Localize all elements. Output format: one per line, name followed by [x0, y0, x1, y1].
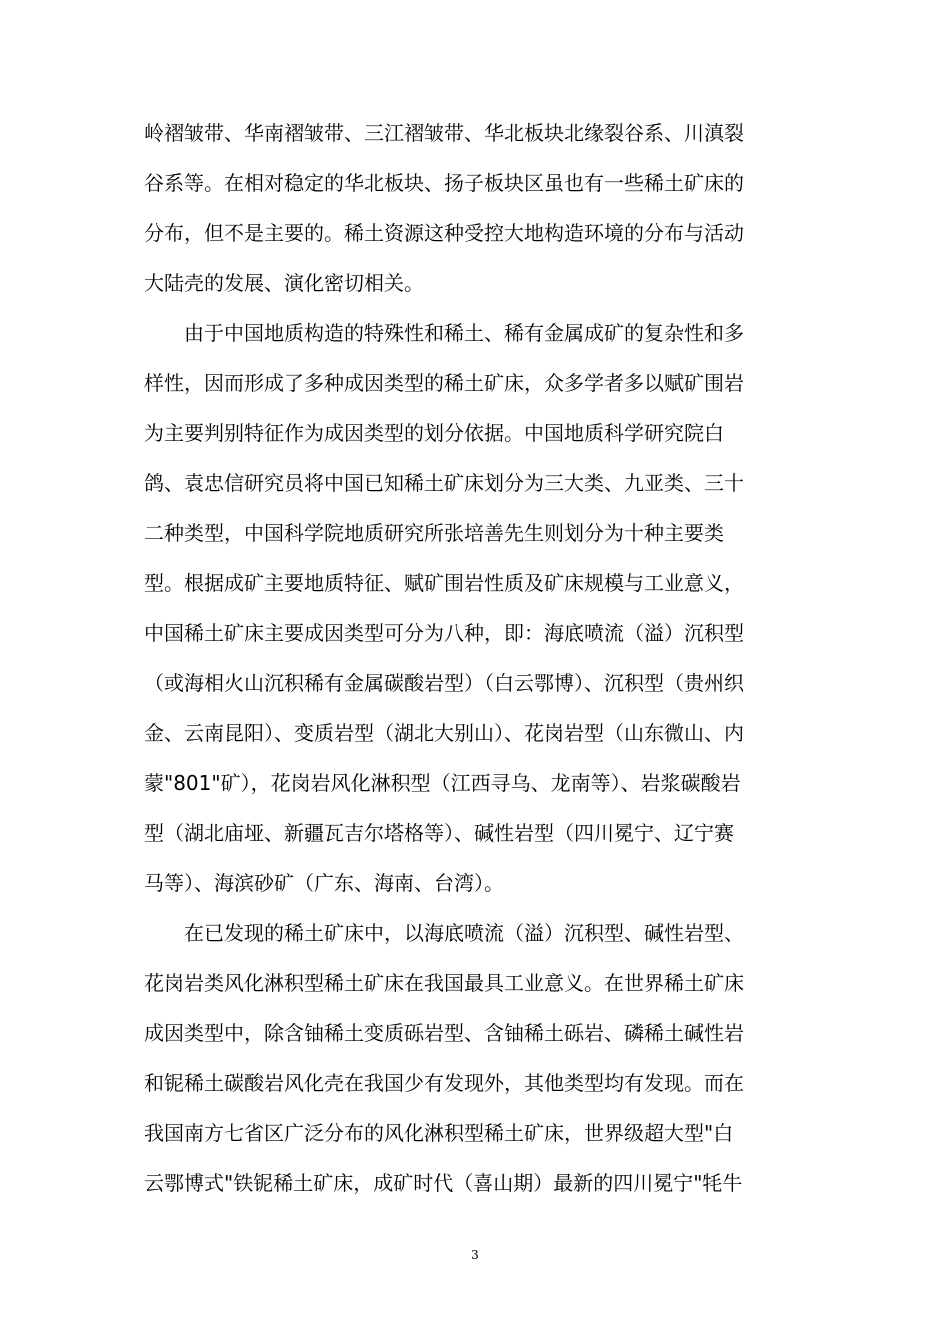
- text-line: 在已发现的稀土矿床中，以海底喷流（溢）沉积型、碱性岩型、: [144, 921, 744, 945]
- text-line: 二种类型，中国科学院地质研究所张培善先生则划分为十种主要类: [144, 521, 724, 545]
- text-line: 为主要判别特征作为成因类型的划分依据。中国地质科学研究院白: [144, 421, 724, 445]
- text-line: 蒙"801"矿），花岗岩风化淋积型（江西寻乌、龙南等）、岩浆碳酸岩: [144, 771, 741, 795]
- text-line: 大陆壳的发展、演化密切相关。: [144, 271, 424, 295]
- text-line: 由于中国地质构造的特殊性和稀土、稀有金属成矿的复杂性和多: [144, 321, 744, 345]
- page-number: 3: [471, 1248, 479, 1262]
- text-line: 岭褶皱带、华南褶皱带、三江褶皱带、华北板块北缘裂谷系、川滇裂: [144, 121, 744, 145]
- text-line: 云鄂博式"铁铌稀土矿床，成矿时代（喜山期）最新的四川冕宁"牦牛: [144, 1171, 743, 1195]
- text-line: 样性，因而形成了多种成因类型的稀土矿床，众多学者多以赋矿围岩: [144, 371, 744, 395]
- text-line: 花岗岩类风化淋积型稀土矿床在我国最具工业意义。在世界稀土矿床: [144, 971, 744, 995]
- text-line: 谷系等。在相对稳定的华北板块、扬子板块区虽也有一些稀土矿床的: [144, 171, 744, 195]
- text-line: 我国南方七省区广泛分布的风化淋积型稀土矿床，世界级超大型"白: [144, 1121, 734, 1145]
- body-text: [144, 108, 824, 1208]
- text-line: 马等）、海滨砂矿（广东、海南、台湾）。: [144, 871, 504, 895]
- text-line: 中国稀土矿床主要成因类型可分为八种，即：海底喷流（溢）沉积型: [144, 621, 744, 645]
- text-line: 成因类型中，除含铀稀土变质砾岩型、含铀稀土砾岩、磷稀土碱性岩: [144, 1021, 744, 1045]
- text-line: （或海相火山沉积稀有金属碳酸岩型）（白云鄂博）、沉积型（贵州织: [144, 671, 744, 695]
- text-line: 鸽、袁忠信研究员将中国已知稀土矿床划分为三大类、九亚类、三十: [144, 471, 744, 495]
- text-line: 型（湖北庙垭、新疆瓦吉尔塔格等）、碱性岩型（四川冕宁、辽宁赛: [144, 821, 734, 845]
- text-line: 金、云南昆阳）、变质岩型（湖北大别山）、花岗岩型（山东微山、内: [144, 721, 744, 745]
- text-line: 型。根据成矿主要地质特征、赋矿围岩性质及矿床规模与工业意义，: [144, 571, 744, 595]
- text-line: 和铌稀土碳酸岩风化壳在我国少有发现外，其他类型均有发现。而在: [144, 1071, 744, 1095]
- text-line: 分布，但不是主要的。稀土资源这种受控大地构造环境的分布与活动: [144, 221, 744, 245]
